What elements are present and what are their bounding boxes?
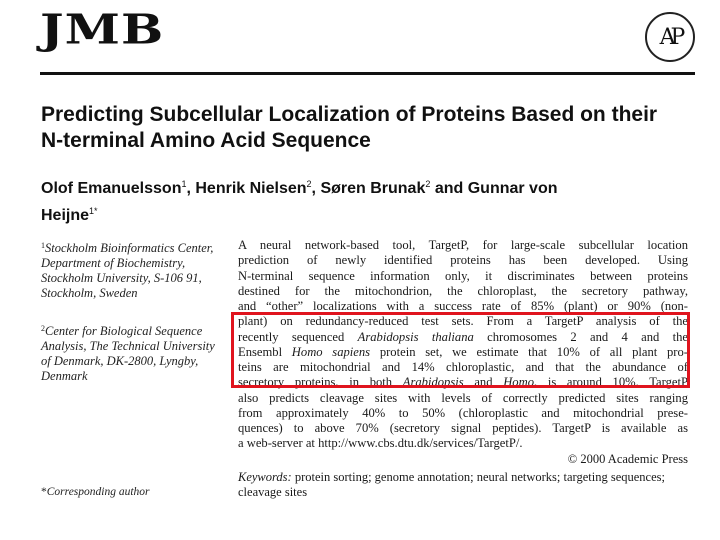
affiliation-1-marker: 1: [41, 241, 45, 250]
author-separator: ,: [311, 180, 321, 197]
abstract-line: quences) to above 70% (secretory signal peptides). TargetP is available as: [238, 421, 688, 435]
author-affiliation-marker: 1: [181, 179, 187, 189]
abstract: [238, 238, 688, 452]
keywords: [238, 470, 668, 500]
affiliation-1: [41, 238, 226, 301]
corresponding-author-star: *: [41, 486, 47, 498]
masthead-rule: [40, 72, 695, 75]
author-separator: ,: [186, 180, 196, 197]
journal-logo: JMB: [40, 5, 165, 54]
affiliation-2: [41, 321, 226, 384]
abstract-line: A neural network-based tool, TargetP, for large-scale subcellular location: [238, 238, 688, 252]
abstract-line: from approximately 40% to 50% (chloroplastic and mitochondrial prese-: [238, 405, 688, 420]
species-name: Arabidopsis thaliana: [357, 329, 474, 344]
author-name: Gunnar von Heijne: [41, 180, 558, 224]
author-name: Søren Brunak: [320, 180, 426, 197]
species-name: Arabidopsis: [402, 375, 464, 390]
corresponding-author-label: Corresponding author: [46, 486, 150, 498]
keywords-text: protein sorting; genome annotation; neural networks; targeting sequences; cleavage sites: [238, 470, 665, 499]
keywords-label: Keywords:: [238, 470, 292, 484]
abstract-line: prediction of newly identified proteins has been developed. Using: [238, 253, 688, 268]
abstract-line: Ensembl Homo sapiens protein set, we estimate that 10% of all plant pro-: [238, 344, 688, 359]
author-list: [41, 173, 561, 227]
abstract-line: and “other” localizations with a success rate of 85% (plant) or 90% (non-: [238, 299, 688, 313]
species-name: Homo: [503, 375, 534, 390]
author-separator: and: [430, 180, 468, 197]
species-name: Homo sapiens: [291, 344, 371, 359]
affiliation-2-marker: 2: [41, 324, 45, 333]
publisher-logo: AP: [645, 12, 695, 62]
author-affiliation-marker: 2: [425, 179, 431, 189]
author-affiliation-marker: 1*: [89, 206, 98, 216]
abstract-line: N-terminal sequence information only, it discriminates between proteins: [238, 268, 688, 283]
abstract-line: secretory proteins, in both Arabidopsis and Homo, is around 10%. TargetP: [238, 375, 688, 390]
copyright-notice: © 2000 Academic Press: [567, 452, 688, 466]
abstract-line: plant) on redundancy-reduced test sets. From a TargetP analysis of the: [238, 314, 688, 329]
author-affiliation-marker: 2: [306, 179, 312, 189]
corresponding-author-note: [41, 486, 150, 498]
abstract-line: teins are mitochondrial and 14% chloroplastic, and that the abundance of: [238, 360, 688, 374]
paper-title: Predicting Subcellular Localization of Proteins Based on their N-terminal Amino Acid Sequence: [41, 103, 658, 152]
author-name: Olof Emanuelsson: [41, 180, 182, 197]
abstract-line: also predicts cleavage sites with levels of correctly predicted sites ranging: [238, 390, 688, 405]
abstract-line: recently sequenced Arabidopsis thaliana chromosomes 2 and 4 and the: [238, 329, 688, 344]
journal-masthead: [40, 4, 695, 66]
author-name: Henrik Nielsen: [195, 180, 307, 197]
abstract-line: a web-server at http://www.cbs.dtu.dk/services/TargetP/.: [238, 436, 523, 451]
abstract-line: destined for the mitochondrion, the chloroplast, the secretory pathway,: [238, 283, 688, 298]
affiliation-2-text: Center for Biological Sequence Analysis, The Technical University of Denmark, DK-2800, Lyngby, Denmark: [41, 324, 215, 383]
affiliation-1-text: Stockholm Bioinformatics Center, Department of Biochemistry, Stockholm University, S-106 91, Stockholm, Sweden: [41, 241, 214, 300]
